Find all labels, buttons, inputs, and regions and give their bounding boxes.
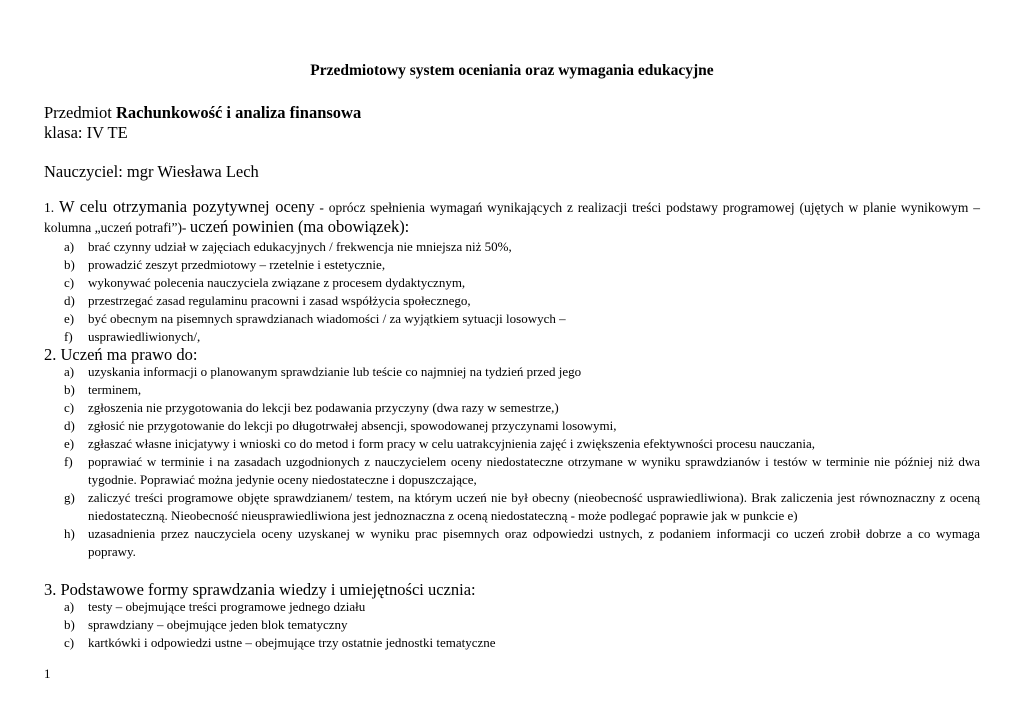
list-item-text: usprawiedliwionych/,: [88, 329, 201, 344]
list-item-letter: f): [64, 329, 73, 344]
list-item-letter: c): [64, 635, 75, 650]
list-item-letter: a): [64, 599, 75, 614]
section-1-list: [64, 238, 980, 346]
list-item-text: uzyskania informacji o planowanym sprawdzianie lub teście co najmniej na tydzień przed jego: [88, 364, 582, 379]
list-item: [64, 238, 980, 256]
list-item-text: być obecnym na pisemnych sprawdzianach wiadomości / za wyjątkiem sytuacji losowych –: [88, 311, 566, 326]
section-2-list: [64, 363, 980, 561]
subject-label: Przedmiot: [44, 103, 116, 122]
list-item-letter: c): [64, 275, 75, 290]
section-1-middle: - oprócz spełnienia wymagań wynikających z realizacji treści podstawy programowej (ujętych w planie wynikowym – kolumna „uczeń potrafi”)-: [44, 200, 981, 235]
list-item-letter: g): [64, 490, 75, 505]
list-item: [64, 256, 980, 274]
list-item: [64, 417, 980, 435]
list-item-letter: d): [64, 293, 75, 308]
list-item-letter: e): [64, 436, 75, 451]
list-item-letter: a): [64, 364, 75, 379]
list-item: [64, 525, 980, 561]
list-item: [64, 399, 980, 417]
list-item-text: przestrzegać zasad regulaminu pracowni i zasad współżycia społecznego,: [88, 293, 471, 308]
list-item-text: poprawiać w terminie i na zasadach uzgodnionych z nauczycielem oceny niedostateczne otrzymane w wyniku sprawdzianów i testów w terminie nie później niż dwa tygodnie. Poprawiać można jedynie oceny niedostateczne i dopuszczające,: [88, 454, 980, 487]
teacher-line: Nauczyciel: mgr Wiesława Lech: [44, 162, 259, 181]
list-item-text: terminem,: [88, 382, 142, 397]
list-item-text: wykonywać polecenia nauczyciela związane z procesem dydaktycznym,: [88, 275, 466, 290]
section-3-heading: 3. Podstawowe formy sprawdzania wiedzy i umiejętności ucznia:: [44, 580, 476, 599]
section-1-tail: uczeń powinien (ma obowiązek):: [189, 217, 410, 236]
section-1-intro: [44, 197, 980, 237]
list-item-text: zgłosić nie przygotowanie do lekcji po długotrwałej absencji, spowodowanej przyczynami losowymi,: [88, 418, 617, 433]
list-item-letter: e): [64, 311, 75, 326]
list-item-text: zaliczyć treści programowe objęte sprawdzianem/ testem, na którym uczeń nie był obecny (nieobecność usprawiedliwiona). Brak zaliczenia jest równoznaczny z oceną niedostateczną. Nieobecność nieusprawiedliwiona jest jednoznaczna z oceną niedostateczną - może podlegać poprawie jak w punkcie e): [88, 490, 980, 523]
list-item: [64, 310, 980, 328]
list-item: [64, 598, 980, 616]
section-3-list: [64, 598, 980, 652]
section-2-heading: 2. Uczeń ma prawo do:: [44, 345, 198, 364]
list-item-letter: a): [64, 239, 75, 254]
list-item-letter: b): [64, 382, 75, 397]
class-line: klasa: IV TE: [44, 123, 128, 142]
list-item: [64, 453, 980, 489]
list-item-text: uzasadnienia przez nauczyciela oceny uzyskanej w wyniku prac pisemnych oraz odpowiedzi ustnych, z podaniem informacji co uczeń zrobił dobrze a co wymaga poprawy.: [88, 526, 980, 559]
list-item-text: zgłoszenia nie przygotowania do lekcji bez podawania przyczyny (dwa razy w semestrze,): [88, 400, 559, 415]
section-1-number: 1.: [44, 200, 59, 215]
list-item-text: prowadzić zeszyt przedmiotowy – rzetelnie i estetycznie,: [88, 257, 386, 272]
subject-line: [44, 103, 361, 123]
subject-name: Rachunkowość i analiza finansowa: [115, 103, 362, 122]
list-item: [64, 274, 980, 292]
list-item: [64, 634, 980, 652]
list-item-letter: b): [64, 257, 75, 272]
list-item-text: brać czynny udział w zajęciach edukacyjnych / frekwencja nie mniejsza niż 50%,: [88, 239, 512, 254]
list-item-letter: c): [64, 400, 75, 415]
document-title: Przedmiotowy system oceniania oraz wymagania edukacyjne: [310, 62, 714, 79]
page-number: 1: [44, 666, 51, 681]
list-item-text: kartkówki i odpowiedzi ustne – obejmujące trzy ostatnie jednostki tematyczne: [88, 635, 496, 650]
list-item-text: sprawdziany – obejmujące jeden blok tematyczny: [88, 617, 348, 632]
list-item-letter: d): [64, 418, 75, 433]
list-item: [64, 489, 980, 525]
list-item: [64, 435, 980, 453]
list-item: [64, 292, 980, 310]
list-item-letter: h): [64, 526, 75, 541]
list-item: [64, 381, 980, 399]
list-item: [64, 328, 980, 346]
section-1-lead: W celu otrzymania pozytywnej oceny: [58, 197, 315, 216]
list-item-text: zgłaszać własne inicjatywy i wnioski co do metod i form pracy w celu uatrakcyjnienia zajęć i zwiększenia efektywności procesu nauczania,: [88, 436, 815, 451]
list-item-letter: b): [64, 617, 75, 632]
list-item: [64, 363, 980, 381]
list-item-text: testy – obejmujące treści programowe jednego działu: [88, 599, 366, 614]
list-item: [64, 616, 980, 634]
list-item-letter: f): [64, 454, 73, 469]
